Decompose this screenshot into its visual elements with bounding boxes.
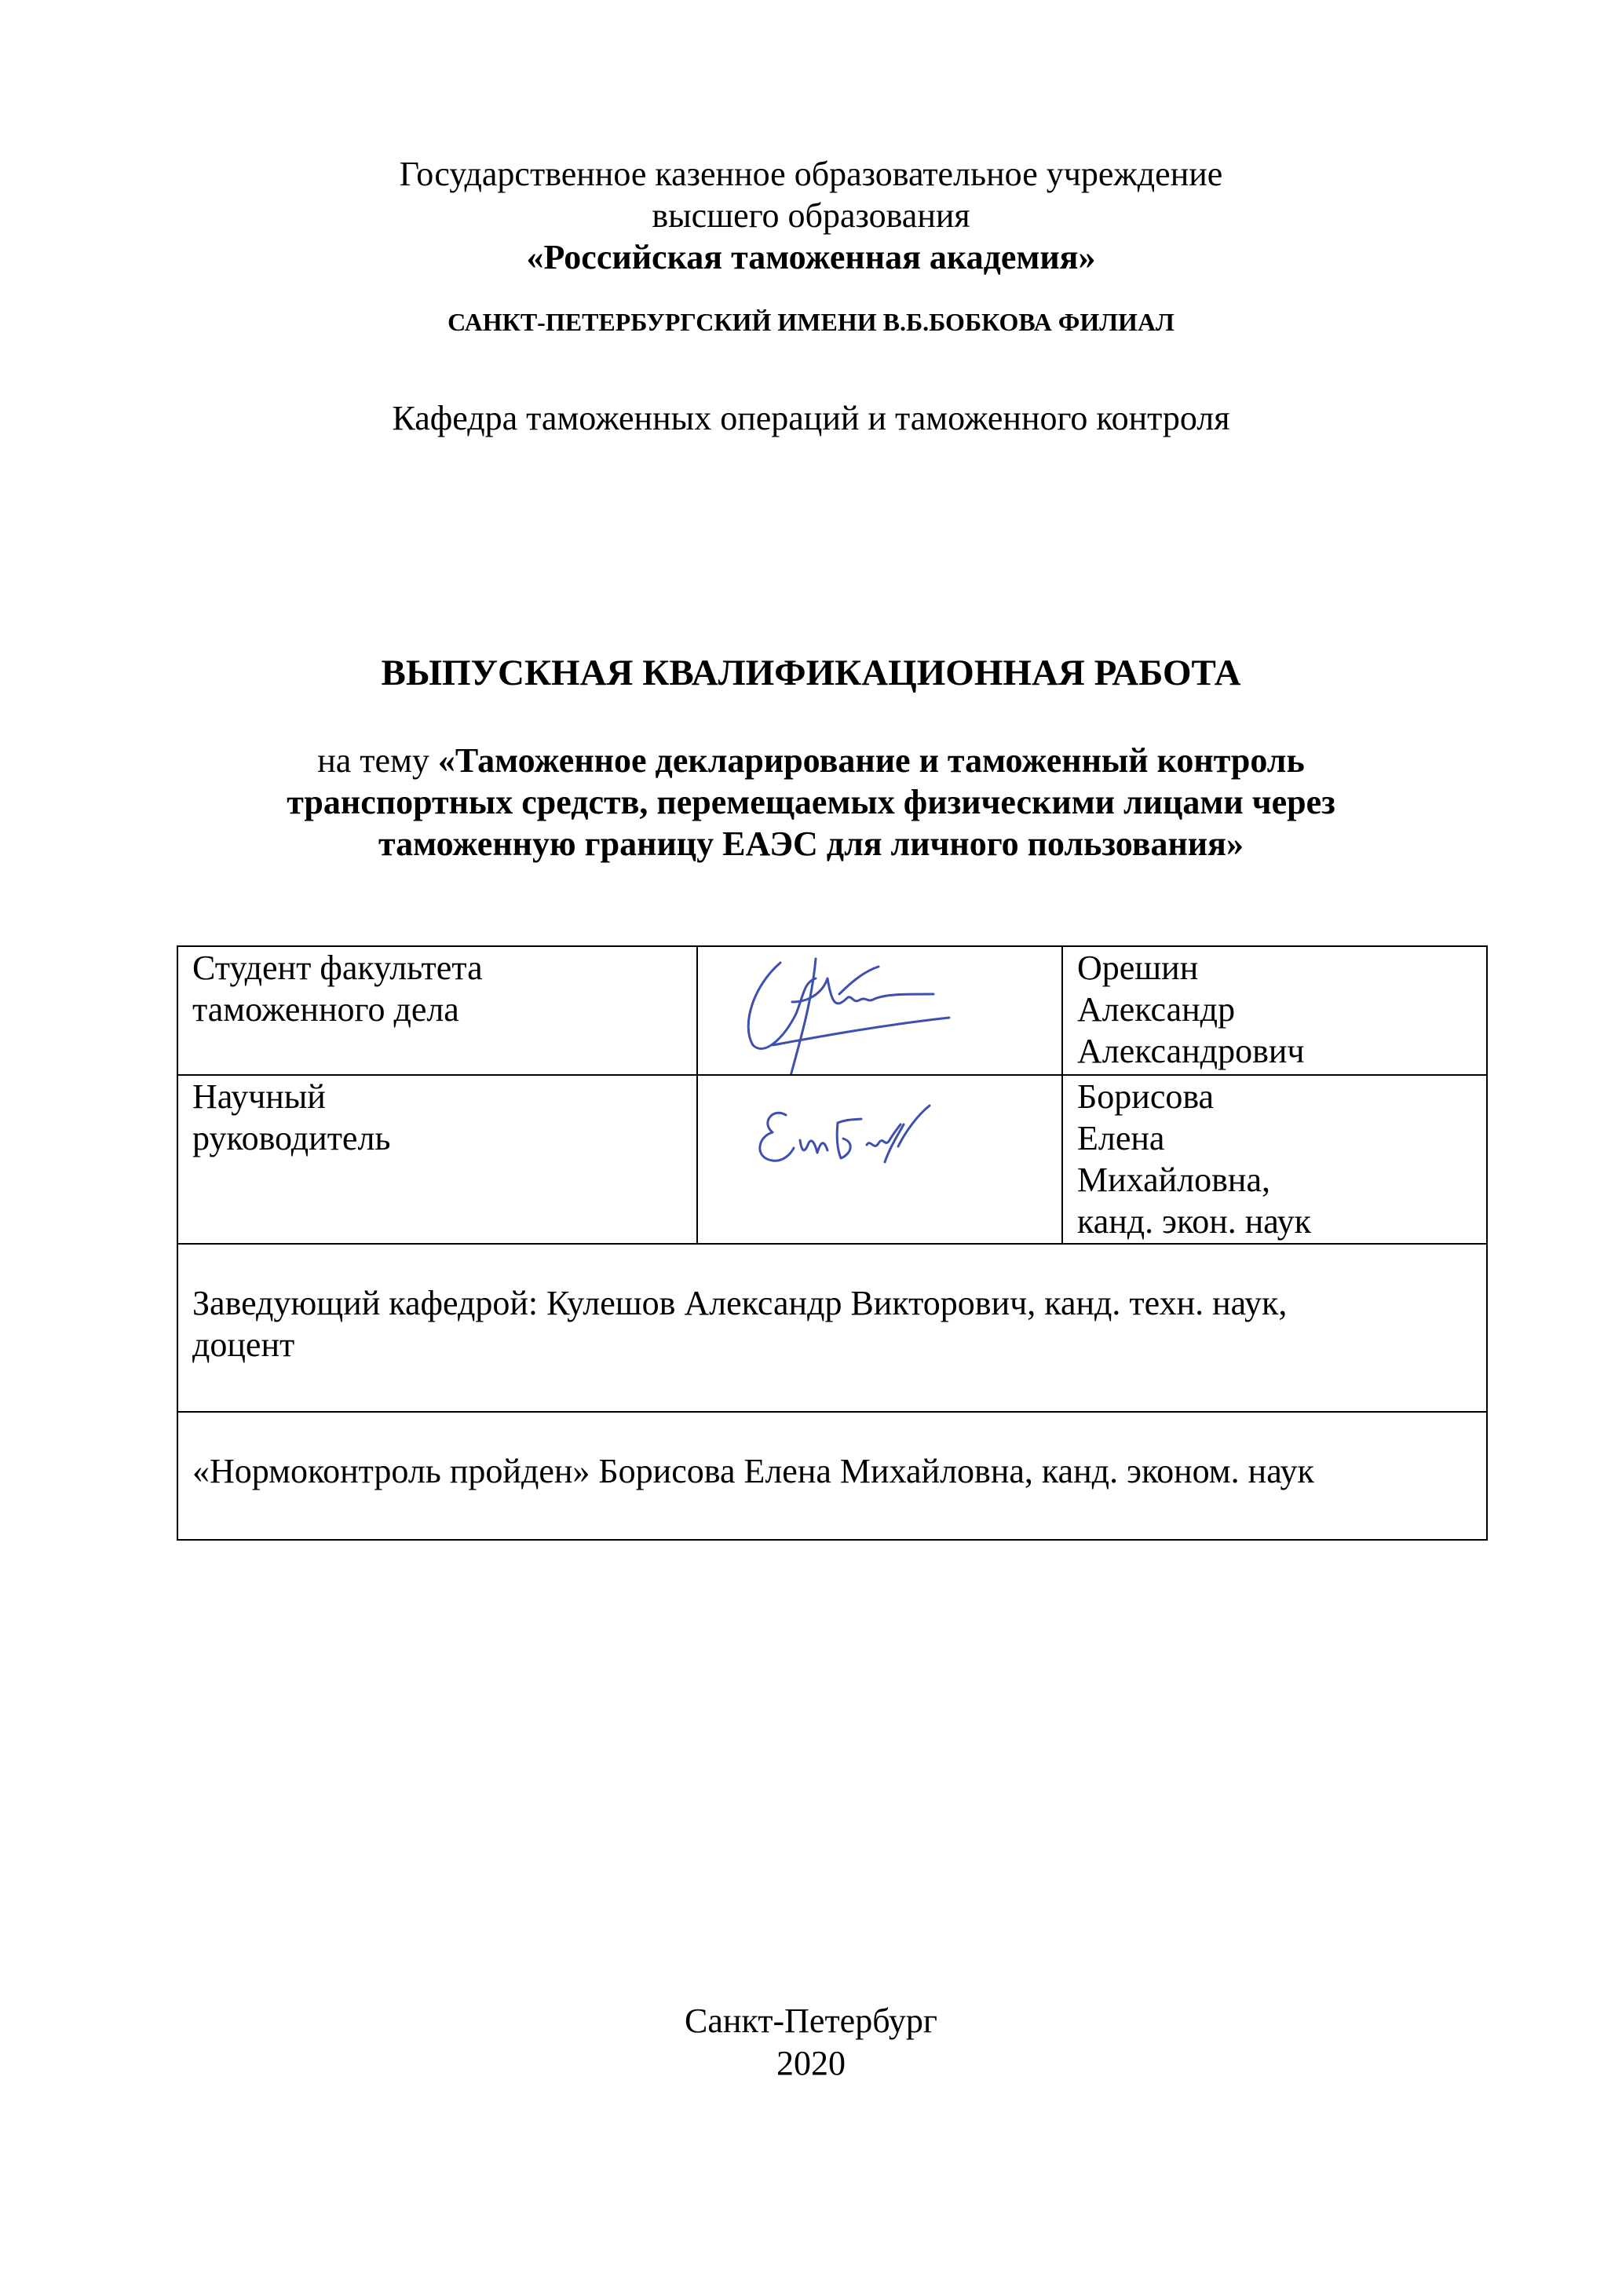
institution-type-line: Государственное казенное образовательное учреждение [399,155,1223,193]
normcontrol-row [177,1412,1487,1540]
education-level-line: высшего образования [652,196,970,235]
document-title: ВЫПУСКНАЯ КВАЛИФИКАЦИОННАЯ РАБОТА [381,653,1241,693]
topic-prefix: на тему [317,741,438,780]
normcontrol-cell: «Нормоконтроль пройден» Борисова Елена Михайловна, канд. эконом. наук [177,1412,1487,1540]
academy-name: «Российская таможенная академия» [526,238,1096,276]
supervisor-name-line: Елена [1077,1119,1165,1157]
topic-line-1 [0,740,1622,781]
student-role-line: таможенного дела [192,990,459,1029]
student-role-cell [177,946,697,1075]
department-head-cell [177,1244,1487,1412]
department-head-line: доцент [192,1325,295,1364]
supervisor-signature-cell [697,1075,1062,1244]
supervisor-name-cell [1062,1075,1487,1244]
supervisor-name-line: канд. экон. наук [1077,1202,1311,1241]
supervisor-name-line: Михайловна, [1077,1161,1270,1199]
supervisor-role-line: руководитель [192,1119,391,1157]
department-head-line: Заведующий кафедрой: Кулешов Александр Викторович, канд. техн. наук, [192,1284,1288,1322]
student-name-cell [1062,946,1487,1075]
year: 2020 [776,2044,846,2082]
signatures-table [177,945,1488,1541]
supervisor-role-cell [177,1075,697,1244]
student-name-line: Орешин [1077,949,1199,987]
student-name-line: Александр [1077,990,1236,1029]
branch-name: САНКТ-ПЕТЕРБУРГСКИЙ ИМЕНИ В.Б.БОБКОВА ФИЛИАЛ [448,308,1174,336]
supervisor-name-line: Борисова [1077,1077,1215,1116]
student-signature-cell [697,946,1062,1075]
student-signature [698,947,1063,1074]
department-head-row [177,1244,1487,1412]
student-row [177,946,1487,1075]
topic-line-2: транспортных средств, перемещаемых физическими лицами через [287,783,1335,821]
student-role-line: Студент факультета [192,949,483,987]
supervisor-role-line: Научный [192,1077,326,1116]
supervisor-row [177,1075,1487,1244]
topic-line-3: таможенную границу ЕАЭС для личного пользования» [378,824,1244,863]
department-name: Кафедра таможенных операций и таможенного контроля [392,399,1230,437]
city: Санкт-Петербург [685,2002,937,2040]
topic-text-1: «Таможенное декларирование и таможенный контроль [437,741,1305,780]
student-name-line: Александрович [1077,1032,1305,1070]
thesis-topic [0,740,1622,865]
supervisor-signature [698,1076,1063,1243]
